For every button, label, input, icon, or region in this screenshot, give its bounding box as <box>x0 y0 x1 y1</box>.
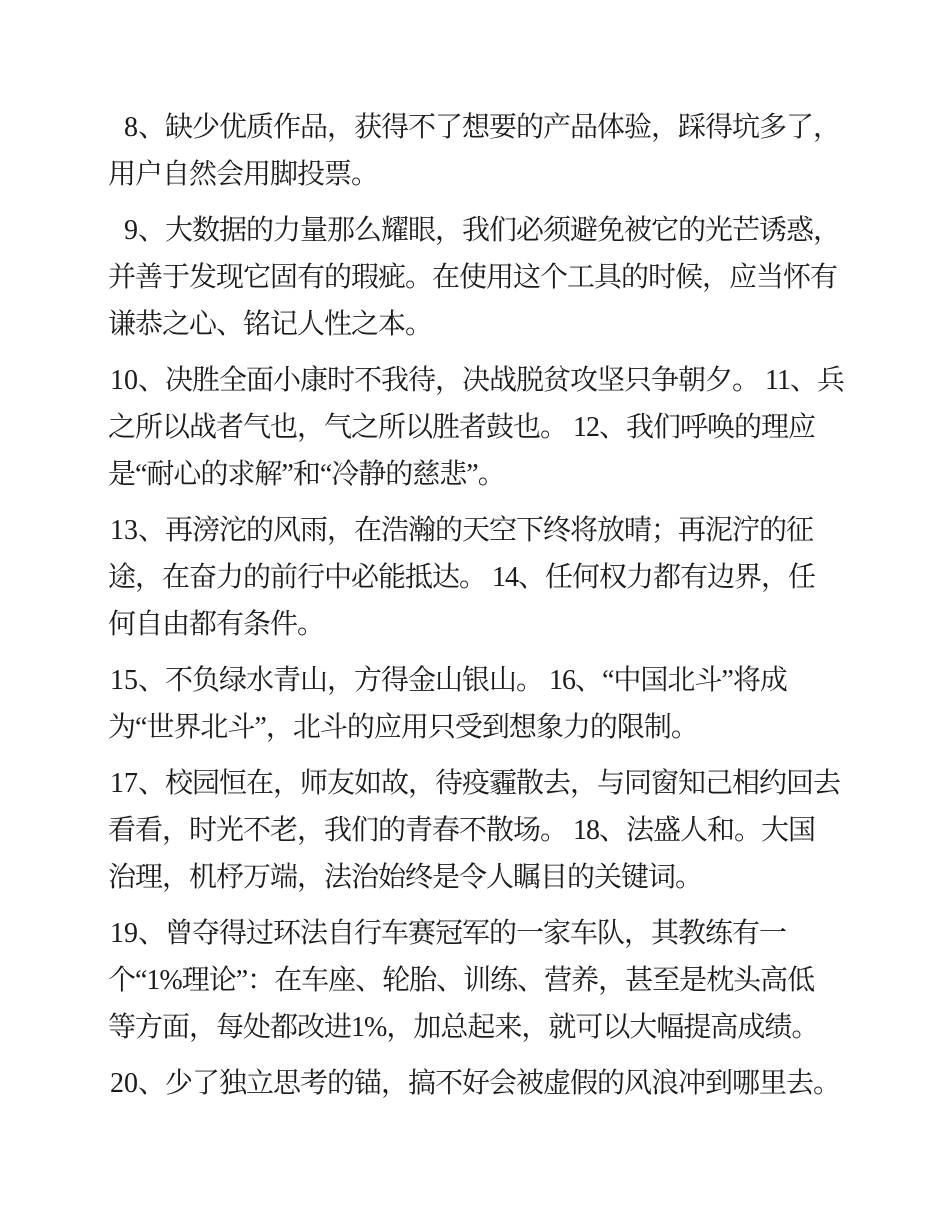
paragraph <box>108 357 844 498</box>
text-line: 为“世界北斗”，北斗的应用只受到想象力的限制。 <box>108 712 698 743</box>
paragraph <box>108 910 840 1051</box>
text-line: 看看，时光不老，我们的青春不散场。 18、法盛人和。大国 <box>108 815 816 846</box>
text-line: 等方面，每处都改进1%，加总起来，就可以大幅提高成绩。 <box>108 1012 819 1043</box>
item-number: 9 <box>124 215 138 246</box>
text-line: 并善于发现它固有的瑕疵。在使用这个工具的时候，应当怀有 <box>108 262 838 293</box>
item-number: 17 <box>110 768 138 799</box>
paragraph <box>108 1060 840 1107</box>
item-number: 10 <box>110 365 138 396</box>
text-line: 治理，机杼万端，法治始终是令人瞩目的关键词。 <box>108 862 703 893</box>
text-line: 13、再滂沱的风雨，在浩瀚的天空下终将放晴；再泥泞的征 <box>108 507 840 554</box>
item-number: 19 <box>110 918 138 949</box>
item-number: 20 <box>110 1068 138 1099</box>
text-line: 之所以战者气也，气之所以胜者鼓也。 12、我们呼唤的理应 <box>108 412 816 443</box>
paragraph <box>108 104 840 198</box>
text-line: 个“1%理论”：在车座、轮胎、训练、营养，甚至是枕头高低 <box>108 965 815 996</box>
text-line: 谦恭之心、铭记人性之本。 <box>108 309 433 340</box>
paragraph <box>108 760 840 901</box>
text-line: 15、不负绿水青山，方得金山银山。 16、“中国北斗”将成 <box>108 657 840 704</box>
paragraph <box>108 207 840 348</box>
item-number: 13 <box>110 515 138 546</box>
item-number: 15 <box>110 665 138 696</box>
text-line: 是“耐心的求解”和“冷静的慈悲”。 <box>108 459 505 490</box>
item-number: 8 <box>124 112 138 143</box>
text-line: 10、决胜全面小康时不我待，决战脱贫攻坚只争朝夕。 11、兵 <box>108 357 840 404</box>
text-line: 19、曾夺得过环法自行车赛冠军的一家车队，其教练有一 <box>108 910 840 957</box>
text-line: 9、大数据的力量那么耀眼，我们必须避免被它的光芒诱惑， <box>108 207 840 254</box>
text-line: 途，在奋力的前行中必能抵达。 14、任何权力都有边界，任 <box>108 562 816 593</box>
text-line: 8、缺少优质作品，获得不了想要的产品体验，踩得坑多了， <box>108 104 840 151</box>
text-line: 何自由都有条件。 <box>108 609 325 640</box>
text-line: 20、少了独立思考的锚，搞不好会被虚假的风浪冲到哪里去。 <box>108 1060 840 1107</box>
paragraph <box>108 657 840 751</box>
paragraph <box>108 507 840 648</box>
text-line: 17、校园恒在，师友如故，待疫霾散去，与同窗知己相约回去 <box>108 760 840 807</box>
text-line: 用户自然会用脚投票。 <box>108 159 379 190</box>
